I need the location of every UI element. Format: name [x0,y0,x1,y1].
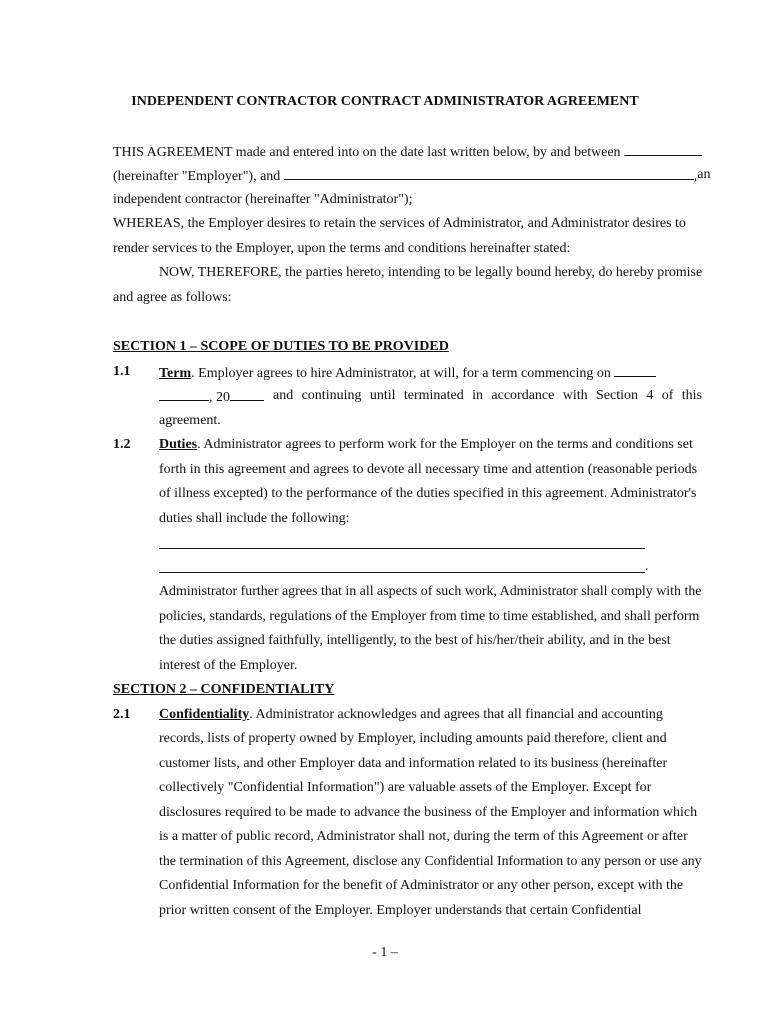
section-2-1-line-2: records, lists of property owned by Employer, including amounts paid therefore, client and [159,731,667,746]
section-1-1-line-1 [159,363,702,383]
section-1-2-line-2: forth in this agreement and agrees to devote all necessary time and attention (reasonable periods [159,462,698,477]
section-1-2-line-4: duties shall include the following: [159,511,350,526]
section-1-heading: SECTION 1 – SCOPE OF DUTIES TO BE PROVIDED [113,339,449,354]
term-year-prefix: , 20 [209,390,230,405]
section-2-1-line-7: the termination of this Agreement, disclose any Confidential Information to any person or use any [159,854,702,869]
section-1-2-para2-line-1: Administrator further agrees that in all aspects of such work, Administrator shall comply with the [159,584,702,599]
term-text-2: and continuing until terminated in accordance with Section 4 of this [273,388,702,403]
commencing-month-blank[interactable] [614,363,656,377]
section-2-1-line-9: prior written consent of the Employer. Employer understands that certain Confidential [159,903,642,918]
section-2-1-line-1 [159,706,702,724]
section-1-1-line-2 [159,387,702,407]
section-1-2-number: 1.2 [113,437,131,452]
duties-blank-line-2[interactable] [159,572,645,573]
confidentiality-text-1: . Administrator acknowledges and agrees that all financial and accounting [249,707,663,722]
section-1-2-para2-line-3: the duties assigned faithfully, intelligently, to the best of his/her/their ability, and in the best [159,633,671,648]
section-1-2-para2-line-2: policies, standards, regulations of the Employer from time to time established, and shall perform [159,609,700,624]
whereas-line-2: render services to the Employer, upon the terms and conditions hereinafter stated: [113,241,571,256]
now-therefore-line-2: and agree as follows: [113,290,232,305]
duties-blank-line-1[interactable] [159,548,645,549]
section-1-2-line-3: of illness excepted) to the performance of the duties specified in this agreement. Administrator's [159,486,697,501]
duties-text-1: . Administrator agrees to perform work for the Employer on the terms and conditions set [197,437,693,452]
intro-text-1: THIS AGREEMENT made and entered into on the date last written below, by and between [113,145,621,160]
intro-line-2 [113,166,711,186]
intro-text-2c: an [697,167,711,182]
commencing-day-blank[interactable] [159,387,209,401]
section-2-1-line-8: Confidential Information for the benefit of Administrator or any other person, except with the [159,878,684,893]
intro-line-3: independent contractor (hereinafter "Administrator"); [113,192,413,207]
section-2-heading: SECTION 2 – CONFIDENTIALITY [113,682,335,697]
administrator-name-blank[interactable] [284,166,694,180]
section-2-1-line-3: customer lists, and other Employer data and information related to its business (hereinafter [159,756,668,771]
section-1-1-number: 1.1 [113,364,131,379]
duties-label: Duties [159,437,198,452]
whereas-line-1: WHEREAS, the Employer desires to retain the services of Administrator, and Administrator desires to [113,216,686,231]
intro-text-2a: (hereinafter "Employer"), and [113,169,281,184]
page-number: - 1 – [372,945,398,960]
section-2-1-line-6: is a matter of public record, Administrator shall not, during the term of this Agreement or after [159,829,688,844]
section-1-1-line-3: agreement. [159,413,221,428]
term-label: Term [159,366,192,381]
duties-period: . [645,559,649,574]
now-therefore-line-1: NOW, THEREFORE, the parties hereto, intending to be legally bound hereby, do hereby promise [159,265,703,280]
intro-line-1 [113,142,699,162]
section-2-1-number: 2.1 [113,707,131,722]
intro-comma: , [693,169,698,184]
commencing-year-blank[interactable] [230,387,264,401]
confidentiality-label: Confidentiality [159,707,250,722]
term-text-1: . Employer agrees to hire Administrator, at will, for a term commencing on [191,366,611,381]
section-2-1-line-4: collectively "Confidential Information") are valuable assets of the Employer. Except for [159,780,652,795]
document-title: INDEPENDENT CONTRACTOR CONTRACT ADMINISTRATOR AGREEMENT [131,94,639,109]
section-2-1-line-5: disclosures required to be made to advance the business of the Employer and information which [159,805,698,820]
section-1-2-para2-line-4: interest of the Employer. [159,658,298,673]
employer-name-blank[interactable] [624,142,702,156]
section-1-2-line-1 [159,436,702,454]
